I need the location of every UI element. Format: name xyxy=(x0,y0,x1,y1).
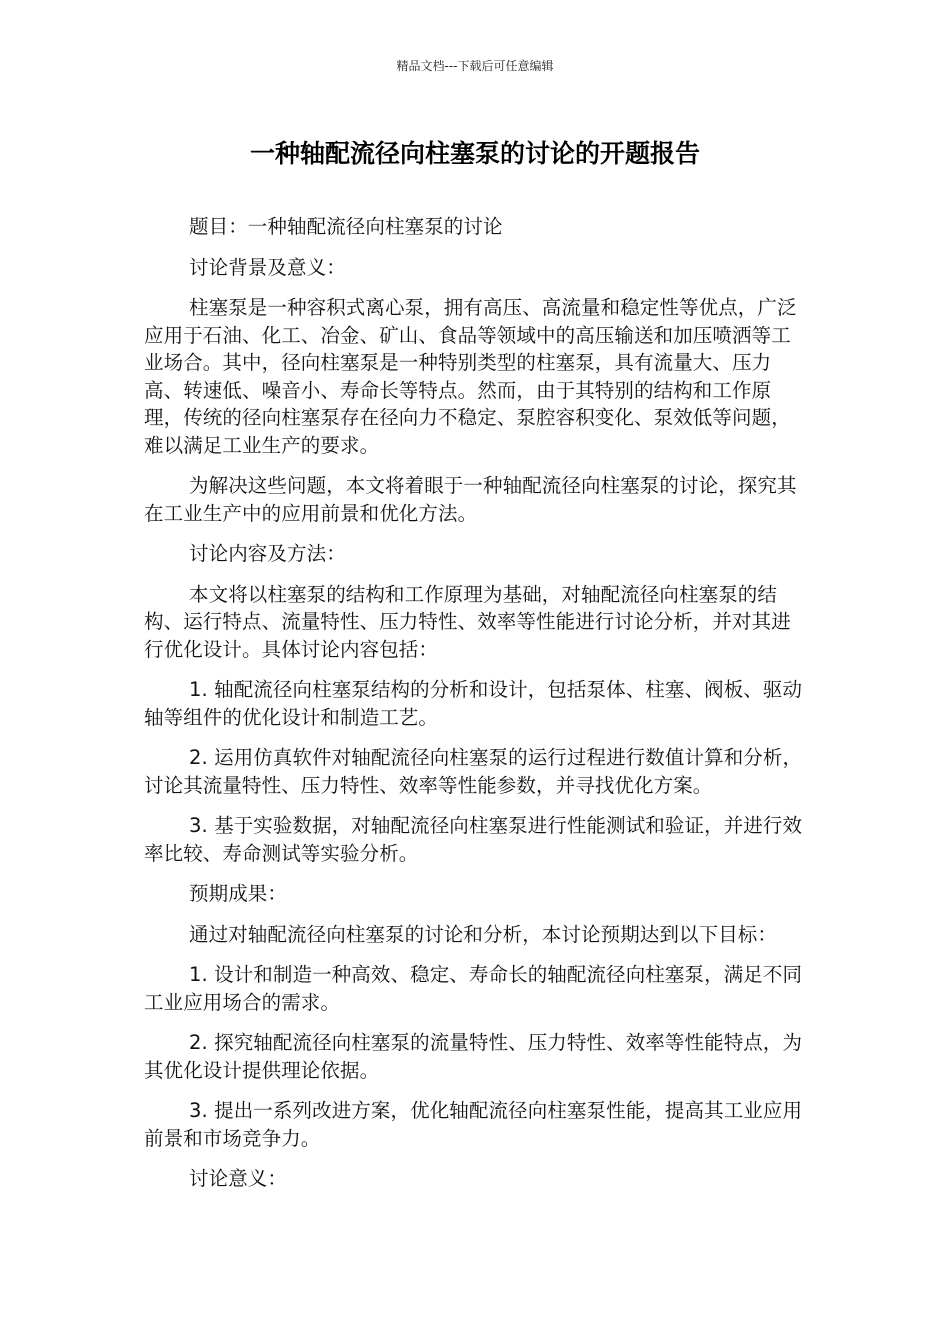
list-item-content-3: 3. 基于实验数据，对轴配流径向柱塞泵进行性能测试和验证，并进行效率比较、寿命测试等实验分析。 xyxy=(144,814,803,865)
document-body xyxy=(144,213,806,1206)
paragraph-results-intro: 通过对轴配流径向柱塞泵的讨论和分析，本讨论预期达到以下目标： xyxy=(189,922,778,946)
heading-content-methods: 讨论内容及方法： xyxy=(189,542,346,565)
list-item-result-2: 2. 探究轴配流径向柱塞泵的流量特性、压力特性、效率等性能特点，为其优化设计提供理论依据。 xyxy=(144,1031,803,1082)
paragraph-topic: 题目：一种轴配流径向柱塞泵的讨论 xyxy=(189,215,503,238)
paragraph-background: 柱塞泵是一种容积式离心泵，拥有高压、高流量和稳定性等优点，广泛应用于石油、化工、冶金、矿山、食品等领域中的高压输送和加压喷洒等工业场合。其中，径向柱塞泵是一种特别类型的柱塞泵，具有流量大、压力高、转速低、噪音小、寿命长等特点。然而，由于其特别的结构和工作原理，传统的径向柱塞泵存在径向力不稳定、泵腔容积变化、泵效低等问题，难以满足工业生产的要求。 xyxy=(144,296,797,457)
page-header: 精品文档---下载后可任意编辑 xyxy=(396,59,554,73)
list-item-result-3: 3. 提出一系列改进方案，优化轴配流径向柱塞泵性能，提高其工业应用前景和市场竞争力。 xyxy=(144,1099,803,1150)
list-item-content-2: 2. 运用仿真软件对轴配流径向柱塞泵的运行过程进行数值计算和分析，讨论其流量特性、压力特性、效率等性能参数，并寻找优化方案。 xyxy=(144,746,803,797)
heading-expected-results: 预期成果： xyxy=(189,882,288,905)
list-item-result-1: 1. 设计和制造一种高效、稳定、寿命长的轴配流径向柱塞泵，满足不同工业应用场合的需求。 xyxy=(144,963,803,1014)
document-title: 一种轴配流径向柱塞泵的讨论的开题报告 xyxy=(249,139,700,168)
heading-significance: 讨论意义： xyxy=(189,1167,288,1190)
paragraph-purpose: 为解决这些问题，本文将着眼于一种轴配流径向柱塞泵的讨论，探究其在工业生产中的应用前景和优化方法。 xyxy=(144,474,797,525)
list-item-content-1: 1. 轴配流径向柱塞泵结构的分析和设计，包括泵体、柱塞、阀板、驱动轴等组件的优化设计和制造工艺。 xyxy=(144,678,803,729)
paragraph-content-intro: 本文将以柱塞泵的结构和工作原理为基础，对轴配流径向柱塞泵的结构、运行特点、流量特性、压力特性、效率等性能进行讨论分析，并对其进行优化设计。具体讨论内容包括： xyxy=(144,582,791,661)
heading-background: 讨论背景及意义： xyxy=(189,255,346,279)
